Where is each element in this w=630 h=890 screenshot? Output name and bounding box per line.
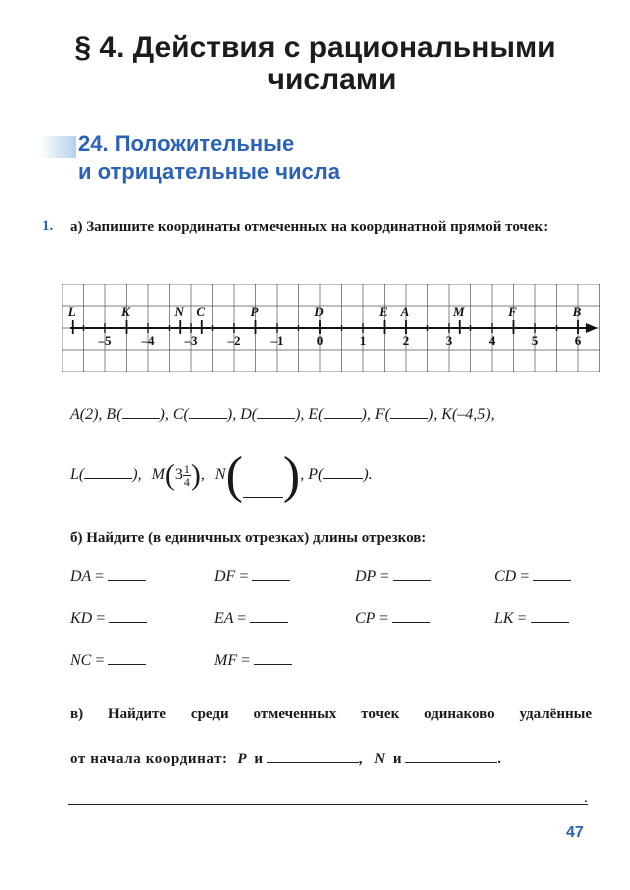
segment-blank[interactable]: [109, 608, 147, 623]
section-title-line2: и отрицательные числа: [78, 159, 340, 184]
answers-row-2: [70, 446, 373, 505]
m-fraction-den: 4: [183, 475, 190, 489]
part-c-p-label: P: [237, 751, 247, 767]
tick-label: 3: [445, 333, 453, 348]
point-label-N: N: [174, 304, 184, 319]
equals-sign: =: [96, 610, 106, 627]
point-label-P: P: [250, 304, 259, 319]
answer-f-blank[interactable]: [390, 404, 428, 419]
part-c-and: и: [254, 751, 263, 767]
tick-label: 1: [359, 333, 367, 348]
task-part-b-text: б) Найдите (в единичных отрезках) длины отрезков:: [70, 530, 427, 546]
segment-eq: [214, 650, 292, 670]
m-fraction-num: 1: [183, 462, 190, 476]
part-c-blank-2[interactable]: [405, 748, 497, 763]
part-c-answer-line[interactable]: [68, 794, 588, 805]
m-paren-close: ): [190, 458, 201, 492]
equals-sign: =: [241, 652, 251, 669]
point-label-K: K: [121, 304, 130, 319]
answer-d-blank[interactable]: [257, 404, 295, 419]
page-number: 47: [566, 824, 584, 841]
point-label-A: A: [400, 304, 410, 319]
equals-sign: =: [517, 610, 527, 627]
tick-label: –2: [227, 333, 241, 348]
tick-label: 5: [531, 333, 539, 348]
segment-eq: [214, 566, 290, 586]
tick-label: 2: [402, 333, 410, 348]
task-number: 1.: [42, 218, 54, 234]
part-c-end-comma: .: [497, 751, 501, 767]
section-title: [78, 130, 340, 186]
segment-label: NC: [70, 652, 92, 669]
answer-n-label: N: [214, 466, 226, 484]
segment-eq: [494, 608, 569, 628]
tick-label: –5: [98, 333, 112, 348]
tick-label: –3: [184, 333, 198, 348]
equals-sign: =: [520, 568, 530, 585]
segment-label: DA: [70, 568, 92, 585]
part-c-prompt: от начала координат:: [70, 751, 228, 767]
answer-l-blank[interactable]: [84, 464, 132, 479]
answer-n-blank[interactable]: [243, 467, 283, 498]
segment-blank[interactable]: [531, 608, 569, 623]
equals-sign: =: [237, 610, 247, 627]
answer-m-label: M: [151, 466, 165, 484]
equals-sign: =: [380, 568, 390, 585]
segment-label: MF: [214, 652, 238, 669]
point-label-D: D: [314, 304, 324, 319]
segment-eq: [214, 608, 288, 628]
answer-b-blank[interactable]: [122, 404, 160, 419]
point-label-B: B: [572, 304, 582, 319]
point-label-F: F: [508, 304, 517, 319]
segment-label: DP: [355, 568, 377, 585]
chapter-title-line1: § 4. Действия с рациональными: [74, 31, 556, 64]
segment-blank[interactable]: [254, 650, 292, 665]
segment-blank[interactable]: [252, 566, 290, 581]
segment-label: EA: [214, 610, 234, 627]
part-c-blank-1[interactable]: [267, 748, 359, 763]
tick-label: 0: [316, 333, 324, 348]
segment-label: DF: [214, 568, 236, 585]
task-part-a-text: а) Запишите координаты отмеченных на координатной прямой точек:: [70, 219, 549, 235]
m-fraction: [183, 463, 191, 488]
m-whole: 3: [174, 466, 183, 484]
segment-label: CD: [494, 568, 517, 585]
task-part-c-line2: [70, 748, 501, 768]
answer-c-blank[interactable]: [189, 404, 227, 419]
segment-blank[interactable]: [393, 566, 431, 581]
answer-p-blank[interactable]: [323, 464, 363, 479]
answer-l-label: L(: [70, 466, 85, 484]
part-c-comma: ,: [358, 751, 363, 767]
point-label-M: M: [452, 304, 465, 319]
part-c-final-dot: .: [584, 790, 588, 806]
segment-eq: [70, 566, 146, 586]
m-paren-open: (: [164, 458, 175, 492]
segment-blank[interactable]: [108, 566, 146, 581]
segment-label: KD: [70, 610, 93, 627]
answer-p-close: ).: [363, 466, 373, 484]
part-c-n-label: N: [374, 751, 386, 767]
chapter-title-line2: числами: [267, 63, 397, 96]
n-paren-close: ): [282, 447, 301, 504]
task-part-c-text: в) Найдите среди отмеченных точек одинаково удалённые: [70, 706, 592, 722]
answer-a-label: A(2), B(: [70, 406, 122, 423]
point-label-C: C: [196, 304, 206, 319]
segment-eq: [70, 608, 147, 628]
segment-label: CP: [355, 610, 376, 627]
answers-row-1: [70, 404, 495, 424]
tick-label: 6: [574, 333, 582, 348]
n-paren-open: (: [225, 447, 243, 504]
segment-blank[interactable]: [392, 608, 430, 623]
equals-sign: =: [95, 652, 105, 669]
segment-eq: [70, 650, 146, 670]
answer-e-label: ), E(: [295, 406, 324, 423]
tick-label: –1: [270, 333, 284, 348]
answer-f-label: ), F(: [361, 406, 390, 423]
segment-blank[interactable]: [533, 566, 571, 581]
point-label-L: L: [67, 304, 76, 319]
answer-l-close: ),: [132, 466, 142, 484]
equals-sign: =: [239, 568, 249, 585]
coordinate-grid: [62, 284, 600, 372]
section-title-line1: 24. Положительные: [78, 131, 295, 156]
segment-blank[interactable]: [108, 650, 146, 665]
answer-d-label: ), D(: [226, 406, 258, 423]
segment-eq: [494, 566, 571, 586]
equals-sign: =: [95, 568, 105, 585]
part-c-and: и: [392, 751, 402, 767]
segment-blank[interactable]: [250, 608, 288, 623]
chapter-title: [0, 32, 630, 96]
answer-c-label: ), C(: [159, 406, 189, 423]
equals-sign: =: [379, 610, 389, 627]
point-label-E: E: [379, 304, 388, 319]
tick-label: 4: [488, 333, 496, 348]
answer-e-blank[interactable]: [324, 404, 362, 419]
number-line-arrow: [586, 323, 598, 333]
answer-p-label: , P(: [300, 466, 324, 484]
tick-label: –4: [141, 333, 155, 348]
m-comma: ,: [200, 466, 205, 484]
answer-k-label: ), K(–4,5),: [427, 406, 495, 423]
segment-eq: [355, 566, 431, 586]
section-accent-bar: [40, 136, 76, 158]
segment-label: LK: [494, 610, 514, 627]
segment-eq: [355, 608, 430, 628]
